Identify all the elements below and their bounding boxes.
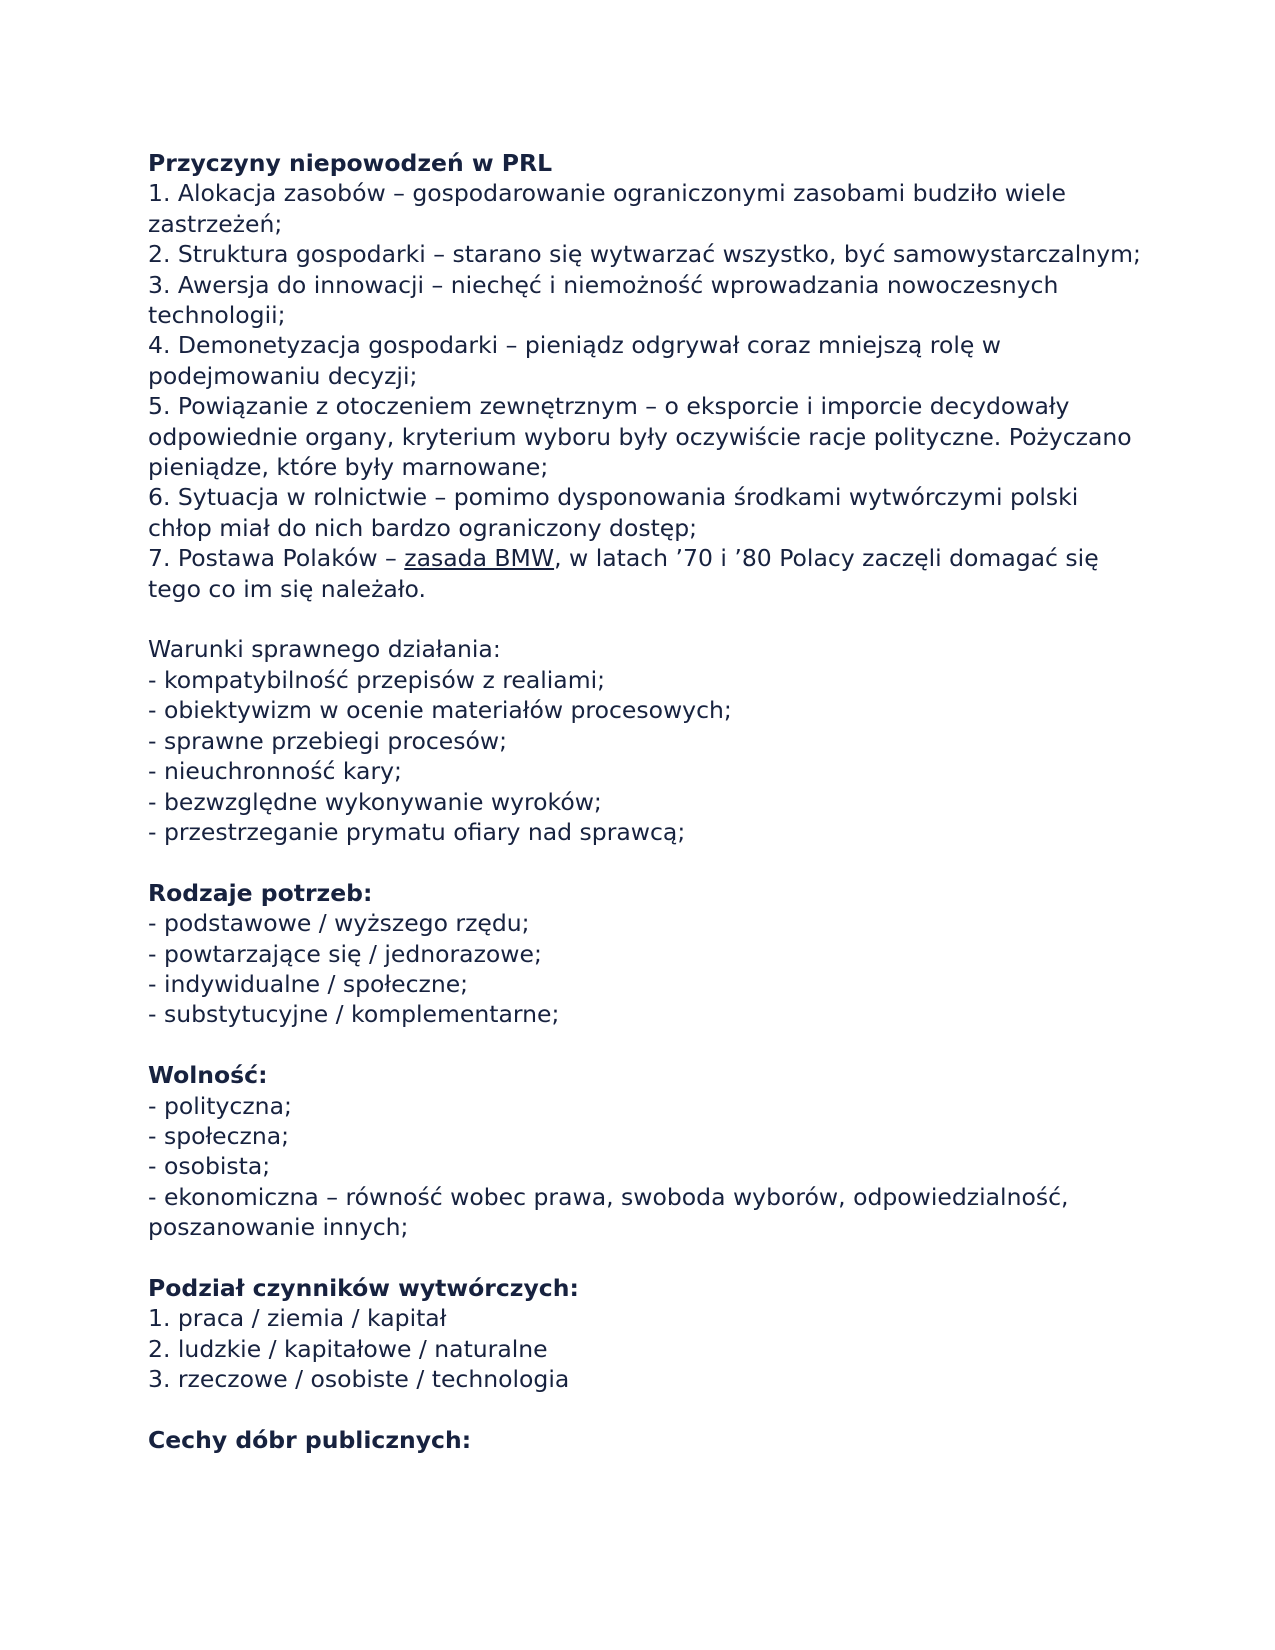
- list-item: - kompatybilność przepisów z realiami;: [148, 665, 606, 694]
- spacer: [148, 847, 1148, 877]
- section-warunki: [148, 634, 1148, 847]
- section-heading: Wolność:: [148, 1061, 268, 1090]
- list-item: 6. Sytuacja w rolnictwie – pomimo dysponowania środkami wytwórczymi polski chłop miał do nich bardzo ograniczony dostęp;: [148, 483, 1079, 542]
- section-wolnosc: [148, 1060, 1148, 1242]
- list-item-suffix: , w latach ’70 i ’80 Polacy zaczęli domagać się tego co im się należało.: [148, 544, 1099, 603]
- spacer: [148, 1395, 1148, 1425]
- list-item: - społeczna;: [148, 1121, 290, 1150]
- list-item: - substytucyjne / komplementarne;: [148, 1000, 560, 1029]
- document-page: [148, 148, 1148, 1455]
- list-item: - obiektywizm w ocenie materiałów procesowych;: [148, 696, 732, 725]
- list-item: 1. Alokacja zasobów – gospodarowanie ograniczonymi zasobami budziło wiele zastrzeżeń;: [148, 179, 1066, 238]
- section-heading: Warunki sprawnego działania:: [148, 635, 501, 664]
- section-heading: Cechy dóbr publicznych:: [148, 1425, 472, 1454]
- section-czynniki: [148, 1273, 1148, 1395]
- list-item: - indywidualne / społeczne;: [148, 969, 469, 998]
- list-item: 3. Awersja do innowacji – niechęć i niemożność wprowadzania nowoczesnych technologii;: [148, 270, 1059, 330]
- section-potrzeby: [148, 878, 1148, 1030]
- list-item-prefix: 7. Postawa Polaków –: [148, 544, 405, 573]
- list-item: 2. Struktura gospodarki – starano się wytwarzać wszystko, być samowystarczalnym;: [148, 240, 1141, 269]
- list-item: 5. Powiązanie z otoczeniem zewnętrznym – o eksporcie i imporcie decydowały odpowiednie organy, kryterium wyboru były oczywiście racje polityczne. Pożyczano pieniądze, które były marnowane;: [148, 392, 1132, 482]
- spacer: [148, 1030, 1148, 1060]
- section-heading: Przyczyny niepowodzeń w PRL: [148, 149, 553, 177]
- list-item: - sprawne przebiegi procesów;: [148, 726, 507, 755]
- list-item: - podstawowe / wyższego rzędu;: [148, 909, 530, 938]
- list-item: 1. praca / ziemia / kapitał: [148, 1304, 447, 1333]
- list-item: - przestrzeganie prymatu ofiary nad sprawcą;: [148, 817, 686, 846]
- spacer: [148, 604, 1148, 634]
- list-item: - osobista;: [148, 1152, 271, 1181]
- list-item: 3. rzeczowe / osobiste / technologia: [148, 1365, 570, 1394]
- list-item: - powtarzające się / jednorazowe;: [148, 939, 542, 968]
- section-heading: Podział czynników wytwórczych:: [148, 1273, 579, 1302]
- list-item: - polityczna;: [148, 1091, 292, 1120]
- list-item: [148, 543, 1148, 604]
- section-prl: [148, 148, 1148, 604]
- list-item: - ekonomiczna – równość wobec prawa, swoboda wyborów, odpowiedzialność, poszanowanie innych;: [148, 1182, 1069, 1242]
- list-item: 4. Demonetyzacja gospodarki – pieniądz odgrywał coraz mniejszą rolę w podejmowaniu decyzji;: [148, 331, 1001, 390]
- section-heading: Rodzaje potrzeb:: [148, 878, 373, 907]
- spacer: [148, 1243, 1148, 1273]
- list-item: 2. ludzkie / kapitałowe / naturalne: [148, 1334, 548, 1363]
- list-item: - nieuchronność kary;: [148, 757, 402, 786]
- section-dobra: [148, 1425, 1148, 1455]
- bmw-link[interactable]: zasada BMW: [404, 544, 555, 573]
- list-item: - bezwzględne wykonywanie wyroków;: [148, 787, 602, 816]
